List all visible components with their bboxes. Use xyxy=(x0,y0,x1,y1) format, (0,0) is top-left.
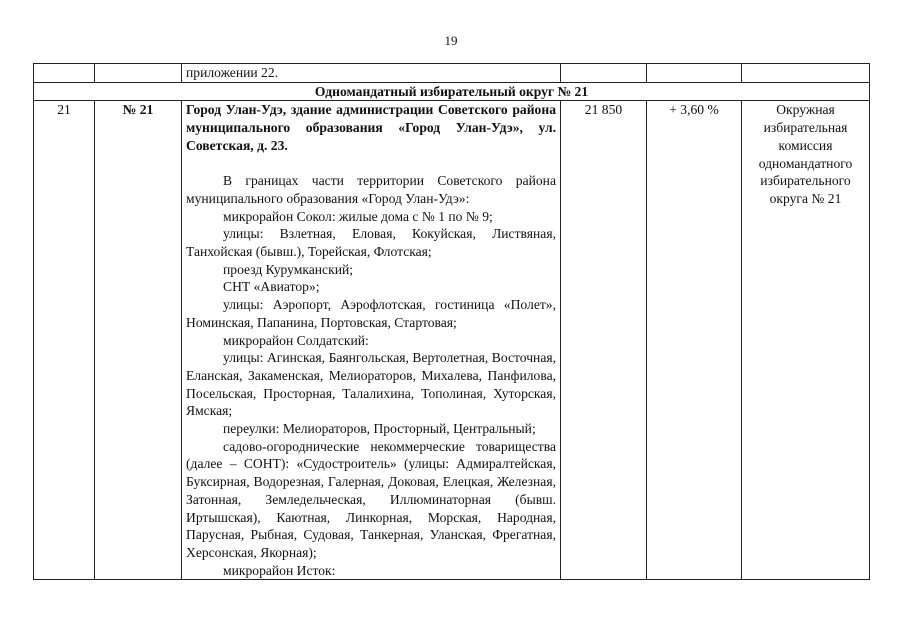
table-row xyxy=(34,101,870,580)
table-cell xyxy=(561,64,647,83)
boundary-paragraph: СНТ «Авиатор»; xyxy=(223,279,320,295)
page-number: 19 xyxy=(444,33,458,48)
continuation-text: приложении 22. xyxy=(182,64,561,83)
boundary-paragraph: садово-огороднические некоммерческие товарищества (далее – СОНТ): «Судостроитель» (улицы: Адмиралтейская, Буксирная, Водорезная, Галерная, Доковая, Елецкая, Железная, Затонная, Земледельческая, Иллюминаторная (бывш. Иртышская), Каютная, Линкорная, Морская, Народная, Парусная, Рыбная, Судовая, Танкерная, Уланская, Фрегатная, Херсонская, Якорная); xyxy=(186,438,556,560)
boundary-paragraph: микрорайон Сокол: жилые дома с № 1 по № 9; xyxy=(223,208,493,224)
district-number: № 21 xyxy=(95,101,182,580)
commission-name: Окружная избирательная комиссия одномандатного избирательного округа № 21 xyxy=(742,101,870,580)
table-cell xyxy=(742,64,870,83)
voters-count: 21 850 xyxy=(561,101,647,580)
districts-table xyxy=(33,63,870,580)
boundary-paragraph: улицы: Агинская, Баянгольская, Вертолетная, Восточная, Еланская, Закаменская, Мелиораторов, Михалева, Панфилова, Посельская, Просторная, Талалихина, Тополиная, Хуторская, Ямская; xyxy=(186,350,556,419)
boundary-paragraph: проезд Курумканский; xyxy=(223,261,354,277)
continuation-row xyxy=(34,64,870,83)
row-index: 21 xyxy=(34,101,95,580)
section-title: Одномандатный избирательный округ № 21 xyxy=(34,82,870,101)
boundary-paragraph: улицы: Аэропорт, Аэрофлотская, гостиница «Полет», Номинская, Папанина, Портовская, Стартовая; xyxy=(186,297,556,330)
section-header-row xyxy=(34,82,870,101)
table-cell xyxy=(647,64,742,83)
boundary-paragraph: переулки: Мелиораторов, Просторный, Центральный; xyxy=(223,421,536,437)
district-description xyxy=(182,101,561,580)
boundary-paragraph: микрорайон Солдатский: xyxy=(223,332,369,348)
commission-address: Город Улан-Удэ, здание администрации Советского района муниципального образования «Город Улан-Удэ», ул. Советская, д. 23. xyxy=(186,102,556,153)
boundary-paragraph: улицы: Взлетная, Еловая, Кокуйская, Листвяная, Танхойская (бывш.), Торейская, Флотская; xyxy=(186,226,556,260)
table-cell xyxy=(95,64,182,83)
deviation-percent: + 3,60 % xyxy=(647,101,742,580)
table-cell xyxy=(34,64,95,83)
boundary-paragraph: микрорайон Исток: xyxy=(223,562,336,578)
boundary-paragraph: В границах части территории Советского района муниципального образования «Город Улан-Удэ»: xyxy=(186,173,556,206)
